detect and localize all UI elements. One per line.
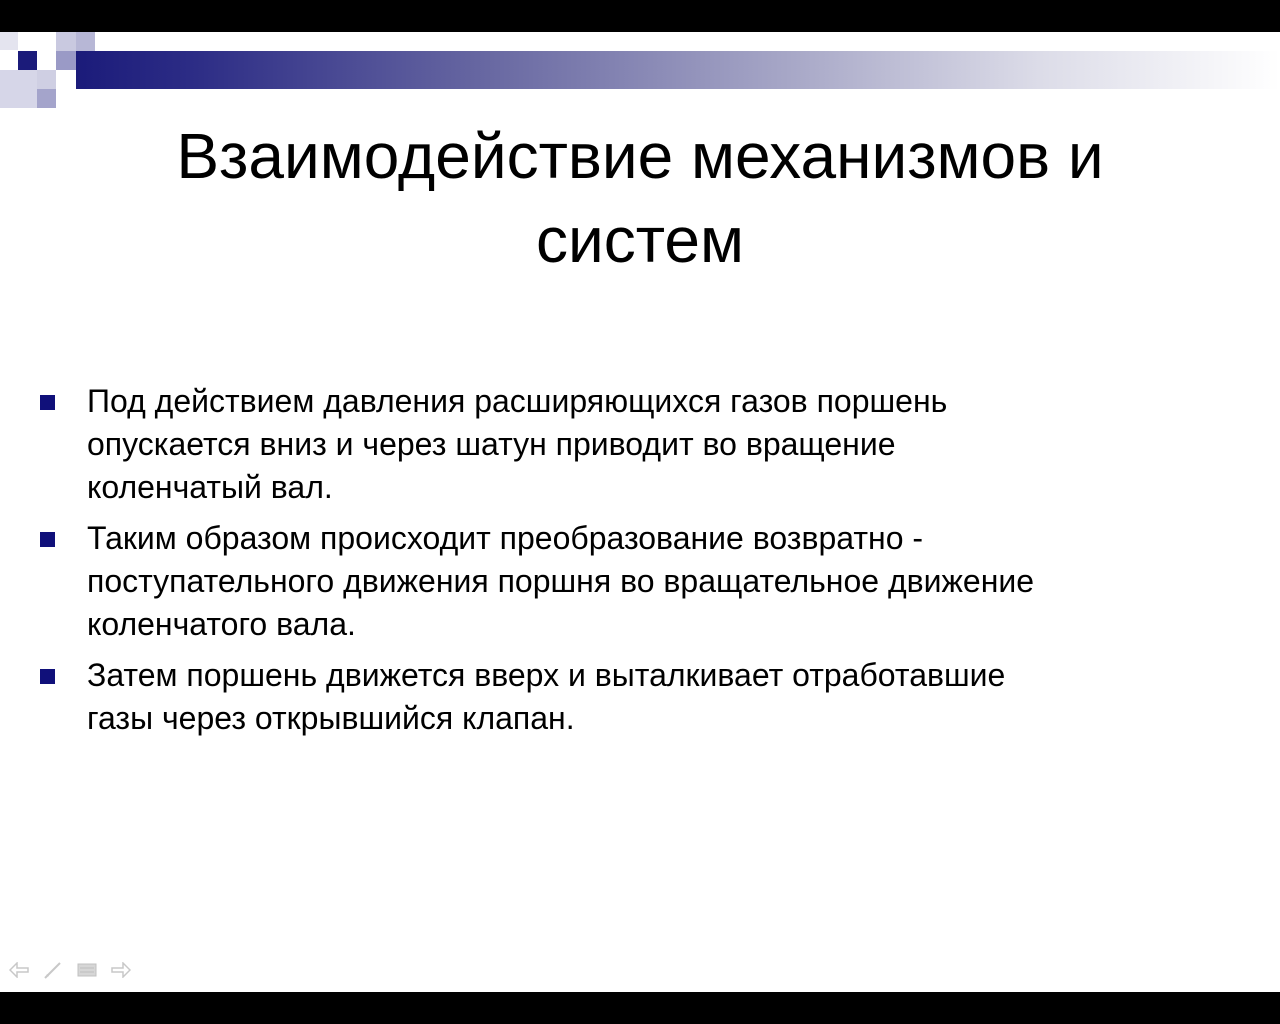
- menu-icon[interactable]: [76, 959, 98, 981]
- slideshow-nav: [8, 958, 132, 982]
- bullet-text-line: поступательного движения поршня во вращательное движение: [87, 563, 1035, 599]
- square-bullet-icon: [40, 395, 55, 410]
- top-letterbox: [0, 0, 1280, 32]
- bullet-text-line: коленчатого вала.: [87, 606, 356, 642]
- header-decoration: [0, 32, 18, 50]
- header-decoration: [56, 70, 76, 89]
- bullet-text-line: коленчатый вал.: [87, 469, 333, 505]
- header-decoration: [56, 51, 76, 70]
- bullet-list: [40, 380, 1180, 748]
- bullet-text-line: газы через открывшийся клапан.: [87, 700, 575, 736]
- bottom-letterbox: [0, 992, 1280, 1024]
- header-decoration: [37, 70, 56, 89]
- header-decoration: [0, 70, 37, 108]
- header-decoration: [18, 51, 37, 70]
- arrow-left-icon[interactable]: [8, 959, 30, 981]
- header-band: [76, 51, 1280, 89]
- square-bullet-icon: [40, 669, 55, 684]
- slide-title: [60, 114, 1220, 282]
- slide-title-line: систем: [536, 204, 744, 276]
- header-decoration: [76, 32, 95, 51]
- arrow-right-icon[interactable]: [110, 959, 132, 981]
- bullet-text-line: Под действием давления расширяющихся газов поршень: [87, 383, 948, 419]
- header-decoration: [37, 89, 56, 108]
- slide-title-line: Взаимодействие механизмов и: [176, 120, 1104, 192]
- slide: [0, 32, 1280, 992]
- bullet-item: [40, 654, 1180, 740]
- bullet-item: [40, 517, 1180, 646]
- bullet-item: [40, 380, 1180, 509]
- header-decoration: [56, 32, 76, 51]
- bullet-text-line: Таким образом происходит преобразование возвратно -: [87, 520, 924, 556]
- bullet-text-line: Затем поршень движется вверх и выталкивает отработавшие: [87, 657, 1006, 693]
- pen-icon[interactable]: [42, 959, 64, 981]
- bullet-text-line: опускается вниз и через шатун приводит во вращение: [87, 426, 896, 462]
- square-bullet-icon: [40, 532, 55, 547]
